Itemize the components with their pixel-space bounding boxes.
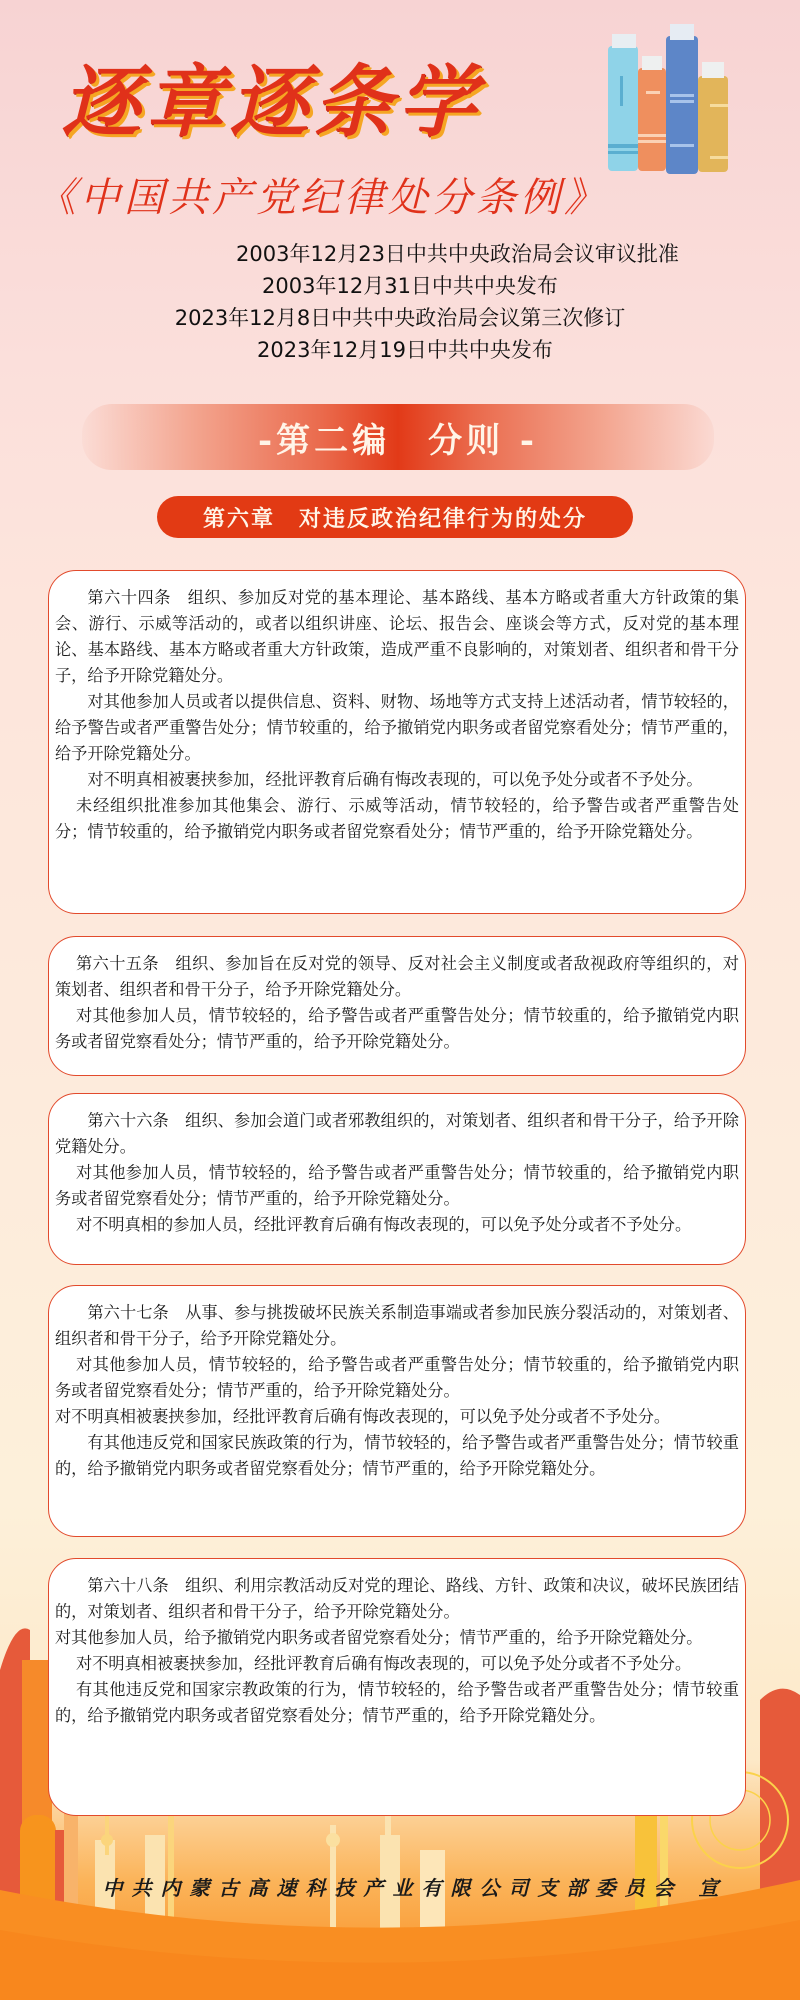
date-line: 2003年12月31日中共中央发布 bbox=[262, 274, 558, 298]
books-icon bbox=[600, 16, 760, 176]
article-paragraph: 对其他参加人员，给予撤销党内职务或者留党察看处分；情节严重的，给予开除党籍处分。 bbox=[55, 1628, 703, 1647]
article-paragraph: 有其他违反党和国家宗教政策的行为，情节较轻的，给予警告或者严重警告处分；情节较重的，给予撤销党内职务或者留党察看处分；情节严重的，给予开除党籍处分。 bbox=[55, 1680, 739, 1725]
article-paragraph: 第六十四条 组织、参加反对党的基本理论、基本路线、基本方略或者重大方针政策的集会、游行、示威等活动的，或者以组织讲座、论坛、报告会、座谈会等方式，反对党的基本理论、基本路线、基本方略或者重大方针政策，造成严重不良影响的，对策划者、组织者和骨干分子，给予开除党籍处分。 bbox=[55, 588, 739, 685]
article-card-66 bbox=[48, 1093, 746, 1265]
regulation-title: 《中国共产党纪律处分条例》 bbox=[36, 175, 608, 221]
main-title: 逐章逐条学 bbox=[62, 57, 483, 148]
article-paragraph: 第六十八条 组织、利用宗教活动反对党的理论、路线、方针、政策和决议，破坏民族团结的，对策划者、组织者和骨干分子，给予开除党籍处分。 bbox=[55, 1576, 739, 1621]
date-line: 2023年12月19日中共中央发布 bbox=[257, 338, 553, 362]
article-card-64 bbox=[48, 570, 746, 914]
footer-publisher: 中共内蒙古高速科技产业有限公司支部委员会 宣 bbox=[102, 1876, 728, 1900]
article-paragraph: 有其他违反党和国家民族政策的行为，情节较轻的，给予警告或者严重警告处分；情节较重的，给予撤销党内职务或者留党察看处分；情节严重的，给予开除党籍处分。 bbox=[55, 1433, 739, 1478]
article-paragraph: 对其他参加人员，情节较轻的，给予警告或者严重警告处分；情节较重的，给予撤销党内职务或者留党察看处分；情节严重的，给予开除党籍处分。 bbox=[55, 1355, 739, 1400]
chapter-label: 第六章 对违反政治纪律行为的处分 bbox=[202, 505, 587, 532]
part-banner bbox=[82, 404, 714, 470]
publication-dates bbox=[0, 238, 800, 366]
article-paragraph: 未经组织批准参加其他集会、游行、示威等活动，情节较轻的，给予警告或者严重警告处分；情节较重的，给予撤销党内职务或者留党察看处分；情节严重的，给予开除党籍处分。 bbox=[55, 796, 739, 841]
article-paragraph: 对不明真相的参加人员，经批评教育后确有悔改表现的，可以免予处分或者不予处分。 bbox=[76, 1215, 692, 1234]
article-card-67 bbox=[48, 1285, 746, 1537]
article-paragraph: 对其他参加人员，情节较轻的，给予警告或者严重警告处分；情节较重的，给予撤销党内职务或者留党察看处分；情节严重的，给予开除党籍处分。 bbox=[55, 1163, 739, 1208]
article-card-68 bbox=[48, 1558, 746, 1816]
article-paragraph: 第六十七条 从事、参与挑拨破坏民族关系制造事端或者参加民族分裂活动的，对策划者、组织者和骨干分子，给予开除党籍处分。 bbox=[55, 1303, 739, 1348]
article-paragraph: 对其他参加人员，情节较轻的，给予警告或者严重警告处分；情节较重的，给予撤销党内职务或者留党察看处分；情节严重的，给予开除党籍处分。 bbox=[55, 1006, 739, 1051]
date-line: 2023年12月8日中共中央政治局会议第三次修订 bbox=[174, 306, 626, 330]
part-label: -第二编 分则 - bbox=[257, 420, 539, 461]
article-card-65 bbox=[48, 936, 746, 1076]
article-paragraph: 第六十五条 组织、参加旨在反对党的领导、反对社会主义制度或者敌视政府等组织的，对策划者、组织者和骨干分子，给予开除党籍处分。 bbox=[55, 954, 739, 999]
article-paragraph: 对不明真相被裹挟参加，经批评教育后确有悔改表现的，可以免予处分或者不予处分。 bbox=[87, 770, 703, 789]
article-paragraph: 对不明真相被裹挟参加，经批评教育后确有悔改表现的，可以免予处分或者不予处分。 bbox=[55, 1407, 671, 1426]
article-paragraph: 第六十六条 组织、参加会道门或者邪教组织的，对策划者、组织者和骨干分子，给予开除党籍处分。 bbox=[55, 1111, 739, 1156]
date-line: 2003年12月23日中共中央政治局会议审议批准 bbox=[236, 242, 679, 266]
article-paragraph: 对其他参加人员或者以提供信息、资料、财物、场地等方式支持上述活动者，情节较轻的，给予警告或者严重警告处分；情节较重的，给予撤销党内职务或者留党察看处分；情节严重的，给予开除党籍处分。 bbox=[55, 692, 739, 763]
article-paragraph: 对不明真相被裹挟参加，经批评教育后确有悔改表现的，可以免予处分或者不予处分。 bbox=[76, 1654, 692, 1673]
chapter-banner bbox=[157, 496, 633, 538]
